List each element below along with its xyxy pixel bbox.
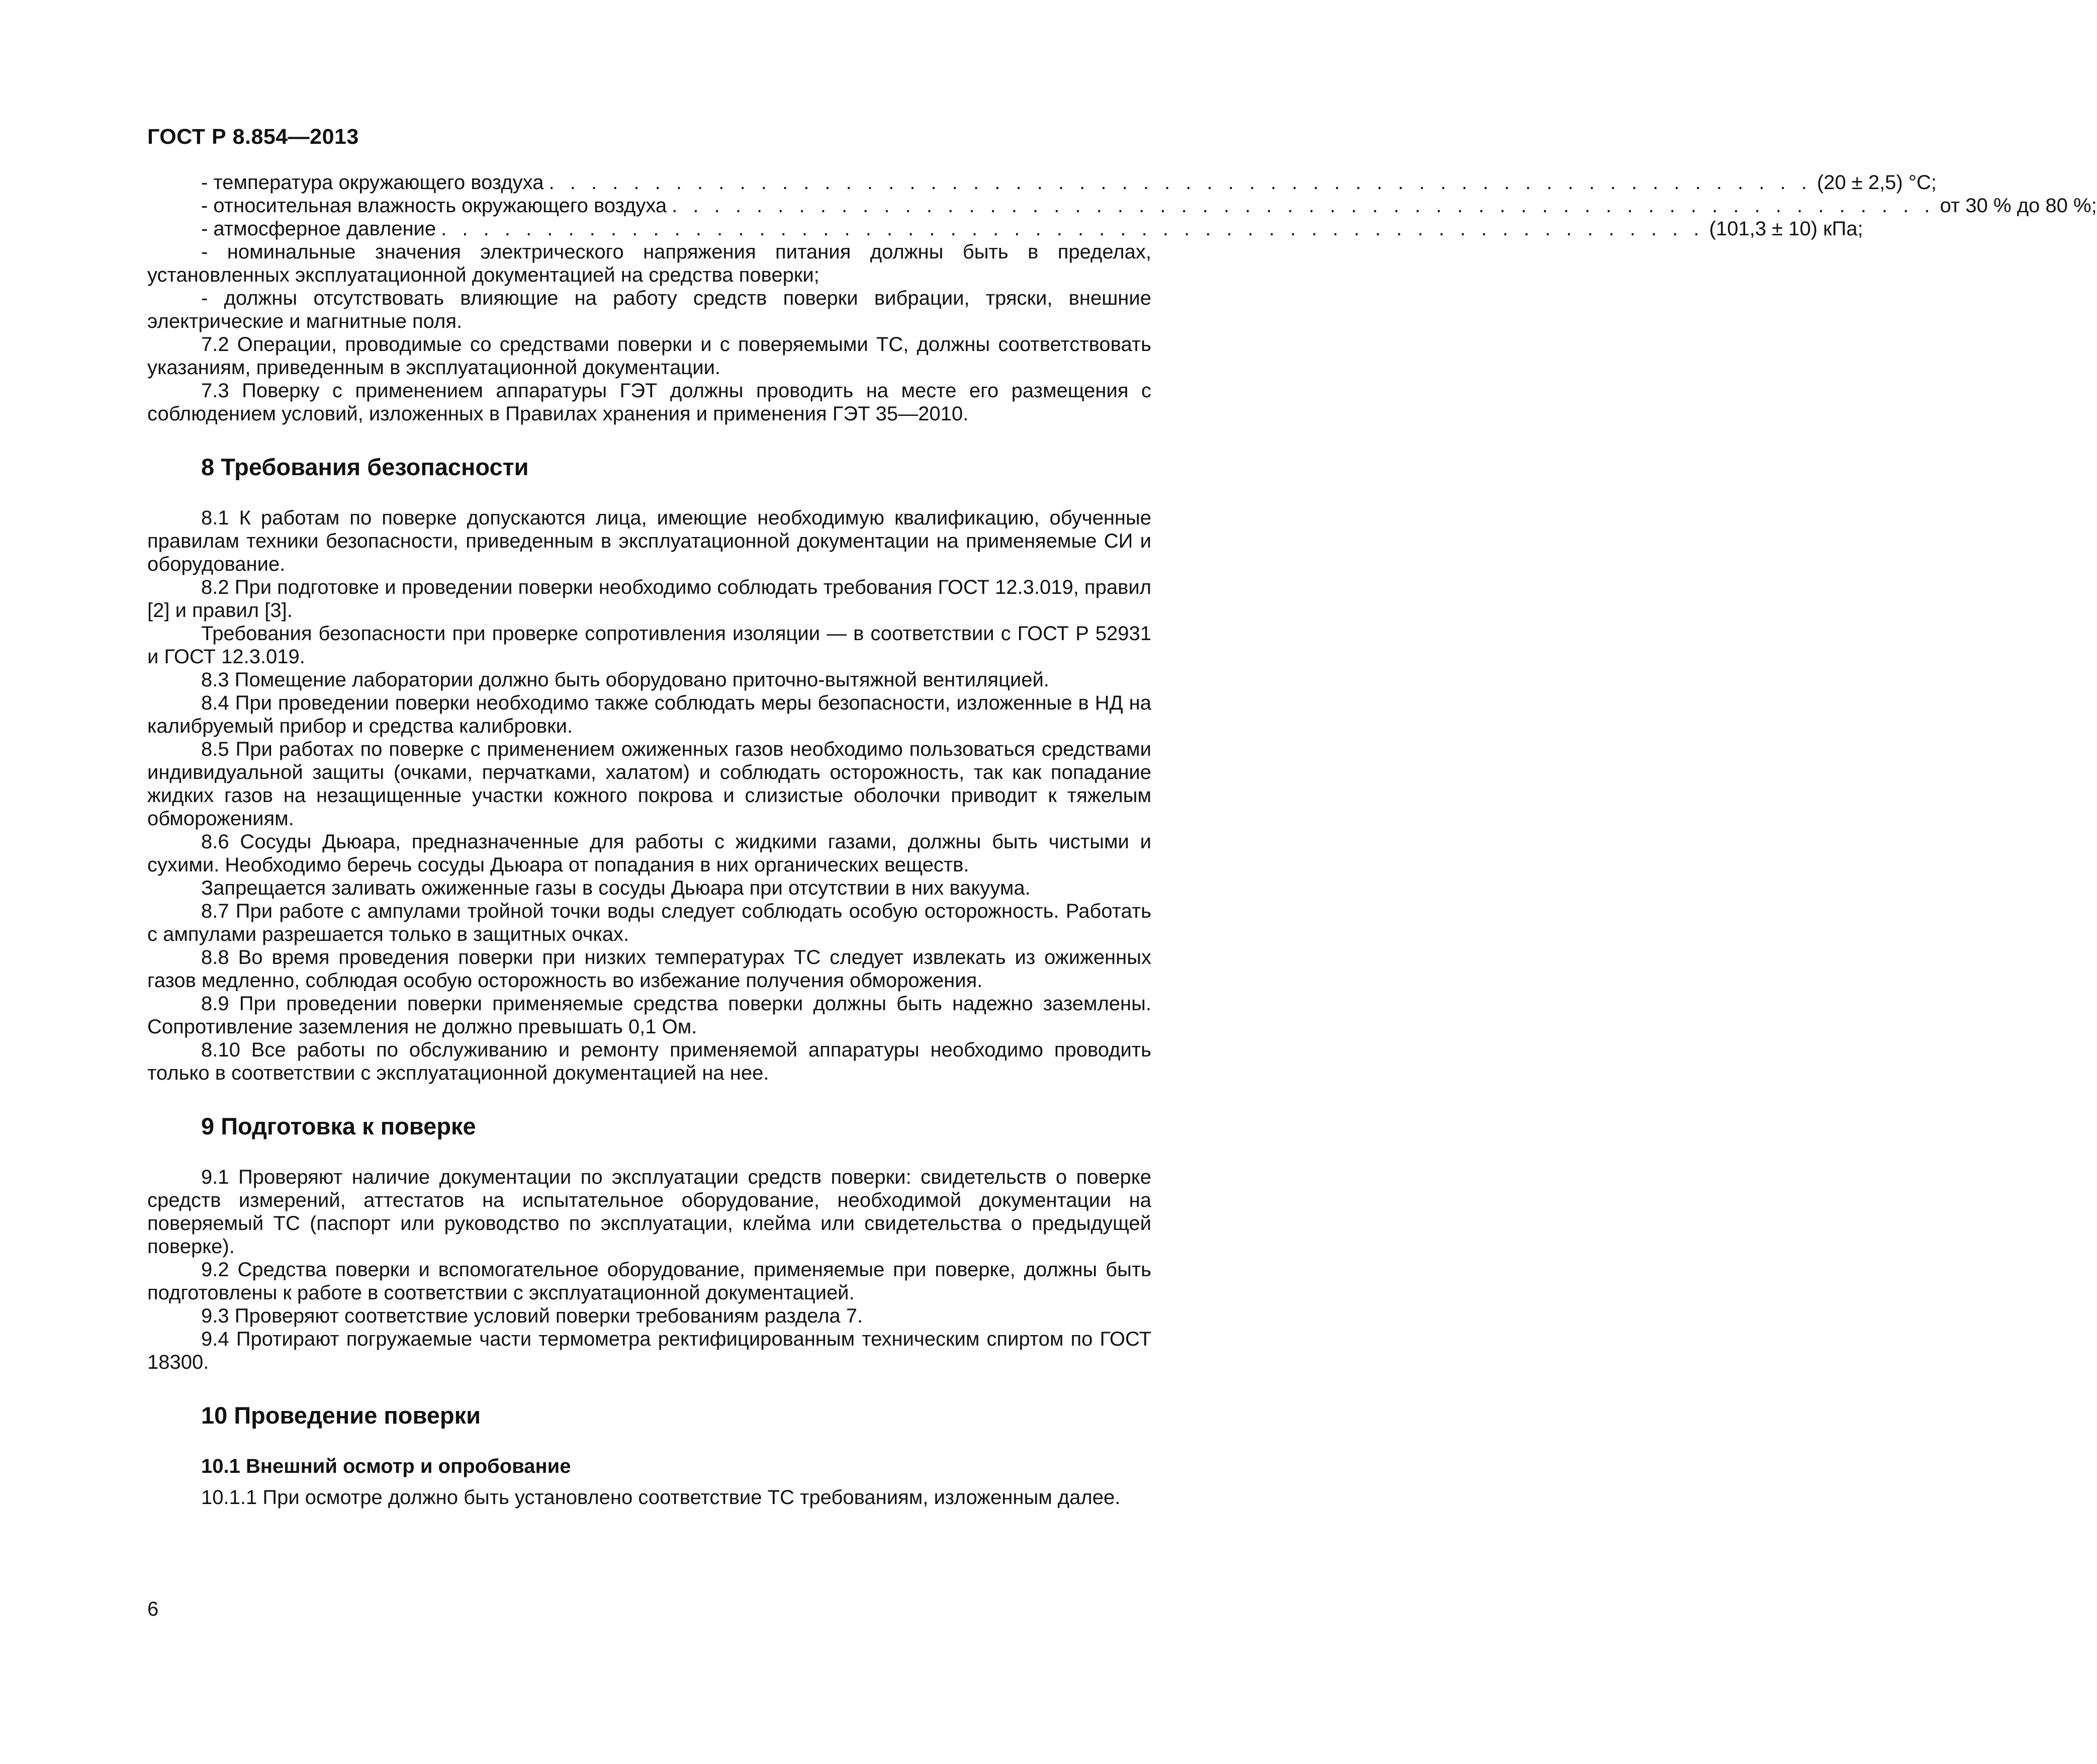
page-content [147,171,2097,1509]
condition-value: от 30 % до 80 %; [1940,195,2097,217]
leader-dots: . . . . . . . . . . . . . . . . . . . . . . . . . . . . . . . . . . . . . . . . . . . . . . . . . . . . . . . . . . . . [441,218,1704,240]
paragraph: 8.3 Помещение лаборатории должно быть оборудовано приточно-вытяжной вентиляцией. [201,669,1049,691]
condition-label: - относительная влажность окружающего воздуха [201,195,667,217]
paragraph: 7.3 Поверку с применением аппаратуры ГЭТ должны проводить на месте его размещения с соблюдением условий, изложенных в Правилах хранения и применения ГЭТ 35—2010. [147,380,1151,425]
paragraph: 8.6 Сосуды Дьюара, предназначенные для работы с жидкими газами, должны быть чистыми и сухими. Необходимо беречь сосуды Дьюара от попадания в них органических веществ. [147,831,1151,876]
paragraph: 8.10 Все работы по обслуживанию и ремонту применяемой аппаратуры необходимо проводить только в соответствии с эксплуатационной документацией на нее. [147,1039,1151,1084]
paragraph: - номинальные значения электрического напряжения питания должны быть в пределах, установленных эксплуатационной документацией на средства поверки; [147,241,1151,286]
section-heading-9: 9 Подготовка к поверке [201,1113,476,1139]
section-heading-8: 8 Требования безопасности [201,454,529,480]
condition-label: - температура окружающего воздуха [201,171,544,194]
paragraph: Требования безопасности при проверке сопротивления изоляции — в соответствии с ГОСТ Р 52931 и ГОСТ 12.3.019. [147,623,1151,668]
paragraph: Запрещается заливать ожиженные газы в сосуды Дьюара при отсутствии в них вакуума. [201,877,1031,899]
condition-line-temperature [147,171,1937,194]
paragraph: 9.2 Средства поверки и вспомогательное оборудование, применяемые при поверке, должны быть подготовлены к работе в соответствии с эксплуатационной документацией. [147,1259,1151,1304]
paragraph: 8.1 К работам по поверке допускаются лица, имеющие необходимую квалификацию, обученные правилам техники безопасности, приведенным в эксплуатационной документации на применяемые СИ и оборудование. [147,507,1151,575]
paragraph: 7.2 Операции, проводимые со средствами поверки и с поверяемыми ТС, должны соответствовать указаниям, приведенным в эксплуатационной документации. [147,333,1151,379]
leader-dots: . . . . . . . . . . . . . . . . . . . . . . . . . . . . . . . . . . . . . . . . . . . . . . . . . . . . . . . . . . . . [672,195,1935,217]
paragraph: 10.1.1 При осмотре должно быть установлено соответствие ТС требованиям, изложенным далее. [201,1486,1121,1509]
document-header-title: ГОСТ Р 8.854—2013 [147,125,359,149]
subsection-heading-10-1: 10.1 Внешний осмотр и опробование [201,1455,571,1477]
page-number: 6 [147,1598,159,1620]
paragraph: 8.8 Во время проведения поверки при низких температурах ТС следует извлекать из ожиженных газов медленно, соблюдая особую осторожность во избежание получения обморожения. [147,946,1151,992]
paragraph: 8.7 При работе с ампулами тройной точки воды следует соблюдать особую осторожность. Работать с ампулами разрешается только в защитных очках. [147,900,1151,945]
condition-line-pressure [147,217,1863,240]
paragraph: 8.4 При проведении поверки необходимо также соблюдать меры безопасности, изложенные в НД на калибруемый прибор и средства калибровки. [147,692,1151,737]
leader-dots: . . . . . . . . . . . . . . . . . . . . . . . . . . . . . . . . . . . . . . . . . . . . . . . . . . . . . . . . . . . . [549,171,1812,194]
paragraph: 9.1 Проверяют наличие документации по эксплуатации средств поверки: свидетельств о поверке средств измерений, аттестатов на испытательное оборудование, необходимой документации на поверяемый ТС (паспорт или руководство по эксплуатации, клейма или свидетельства о предыдущей поверке). [147,1166,1151,1258]
condition-value: (20 ± 2,5) °С; [1816,171,1937,194]
paragraph: 8.5 При работах по поверке с применением ожиженных газов необходимо пользоваться средствами индивидуальной защиты (очками, перчатками, халатом) и соблюдать осторожность, так как попадание жидких газов на незащищенные участки кожного покрова и слизистые оболочки приводит к тяжелым обморожениям. [147,738,1151,830]
paragraph: 8.2 При подготовке и проведении поверки необходимо соблюдать требования ГОСТ 12.3.019, правил [2] и правил [3]. [147,576,1151,622]
section-heading-10: 10 Проведение поверки [201,1402,481,1429]
condition-label: - атмосферное давление [201,218,436,240]
condition-line-humidity [147,194,2097,217]
paragraph: 8.9 При проведении поверки применяемые средства поверки должны быть надежно заземлены. Сопротивление заземления не должно превышать 0,1 Ом. [147,993,1151,1038]
paragraph: - должны отсутствовать влияющие на работу средств поверки вибрации, тряски, внешние электрические и магнитные поля. [147,287,1151,332]
condition-value: (101,3 ± 10) кПа; [1709,218,1863,240]
paragraph: 9.3 Проверяют соответствие условий поверки требованиям раздела 7. [201,1305,863,1327]
paragraph: 9.4 Протирают погружаемые части термометра ректифицированным техническим спиртом по ГОСТ 18300. [147,1328,1151,1373]
